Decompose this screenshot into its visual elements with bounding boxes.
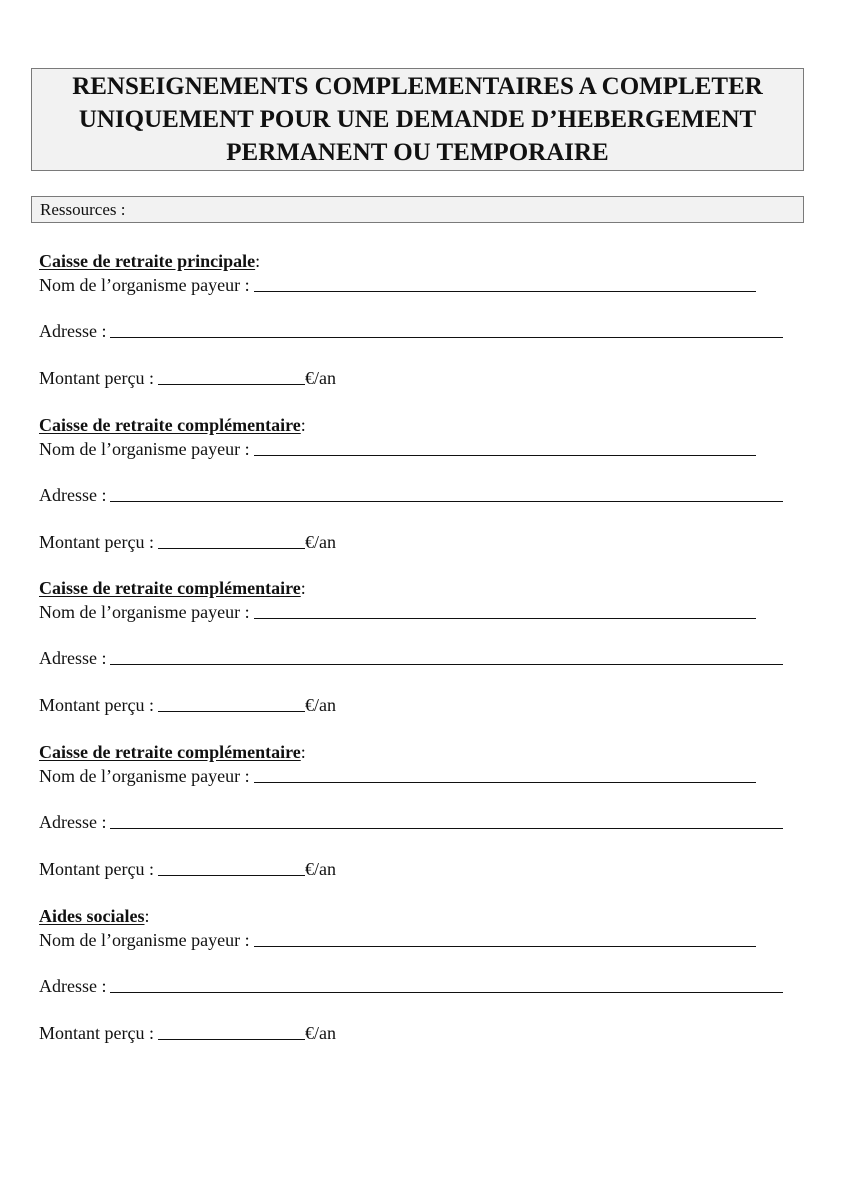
nom-organisme-field[interactable]: [254, 602, 756, 619]
montant-label: Montant perçu :: [39, 695, 154, 715]
nom-organisme-label: Nom de l’organisme payeur :: [39, 602, 250, 622]
nom-organisme-field[interactable]: [254, 930, 756, 947]
section-heading: [39, 903, 150, 927]
nom-organisme-label: Nom de l’organisme payeur :: [39, 930, 250, 950]
section-heading: [39, 412, 306, 436]
section-heading-text: Caisse de retraite principale: [39, 251, 256, 271]
nom-organisme-field[interactable]: [254, 766, 756, 783]
nom-organisme-field[interactable]: [254, 275, 756, 292]
montant-row: [39, 692, 336, 716]
section-heading-text: Caisse de retraite complémentaire: [39, 742, 301, 762]
nom-organisme-row: [39, 927, 756, 951]
adresse-row: [39, 809, 783, 833]
montant-unit: €/an: [304, 1023, 336, 1043]
adresse-field[interactable]: [110, 485, 783, 502]
montant-label: Montant perçu :: [39, 532, 154, 552]
montant-field[interactable]: [158, 695, 305, 712]
section-heading-text: Caisse de retraite complémentaire: [39, 578, 301, 598]
montant-unit: €/an: [304, 859, 336, 879]
montant-row: [39, 365, 336, 389]
adresse-label: Adresse :: [39, 976, 107, 996]
adresse-row: [39, 318, 783, 342]
adresse-label: Adresse :: [39, 812, 107, 832]
montant-row: [39, 856, 336, 880]
montant-label: Montant perçu :: [39, 368, 154, 388]
nom-organisme-field[interactable]: [254, 439, 756, 456]
section-heading: [39, 248, 260, 272]
nom-organisme-label: Nom de l’organisme payeur :: [39, 275, 250, 295]
form-title-line-1: RENSEIGNEMENTS COMPLEMENTAIRES A COMPLETER: [72, 73, 763, 100]
montant-field[interactable]: [158, 1023, 305, 1040]
heading-colon: :: [255, 251, 261, 271]
nom-organisme-row: [39, 599, 756, 623]
montant-field[interactable]: [158, 532, 305, 549]
adresse-field[interactable]: [110, 648, 783, 665]
section-heading-text: Aides sociales: [39, 906, 145, 926]
nom-organisme-row: [39, 763, 756, 787]
adresse-field[interactable]: [110, 321, 783, 338]
montant-unit: €/an: [304, 695, 336, 715]
montant-row: [39, 529, 336, 553]
nom-organisme-row: [39, 272, 756, 296]
montant-label: Montant perçu :: [39, 859, 154, 879]
montant-field[interactable]: [158, 859, 305, 876]
section-heading: [39, 739, 306, 763]
heading-colon: :: [300, 415, 306, 435]
adresse-field[interactable]: [110, 812, 783, 829]
form-title-line-3: PERMANENT OU TEMPORAIRE: [226, 139, 609, 166]
heading-colon: :: [300, 578, 306, 598]
adresse-row: [39, 645, 783, 669]
form-title-box: [31, 68, 804, 171]
form-title-line-2: UNIQUEMENT POUR UNE DEMANDE D’HEBERGEMENT: [78, 106, 757, 133]
montant-field[interactable]: [158, 368, 305, 385]
section-heading-text: Caisse de retraite complémentaire: [39, 415, 301, 435]
adresse-label: Adresse :: [39, 321, 107, 341]
ressources-header: Ressources :: [31, 196, 804, 223]
montant-unit: €/an: [304, 368, 336, 388]
montant-row: [39, 1020, 336, 1044]
nom-organisme-label: Nom de l’organisme payeur :: [39, 766, 250, 786]
adresse-row: [39, 973, 783, 997]
montant-label: Montant perçu :: [39, 1023, 154, 1043]
nom-organisme-row: [39, 436, 756, 460]
adresse-field[interactable]: [110, 976, 783, 993]
adresse-label: Adresse :: [39, 648, 107, 668]
heading-colon: :: [144, 906, 150, 926]
heading-colon: :: [300, 742, 306, 762]
montant-unit: €/an: [304, 532, 336, 552]
adresse-label: Adresse :: [39, 485, 107, 505]
section-heading: [39, 575, 306, 599]
adresse-row: [39, 482, 783, 506]
nom-organisme-label: Nom de l’organisme payeur :: [39, 439, 250, 459]
